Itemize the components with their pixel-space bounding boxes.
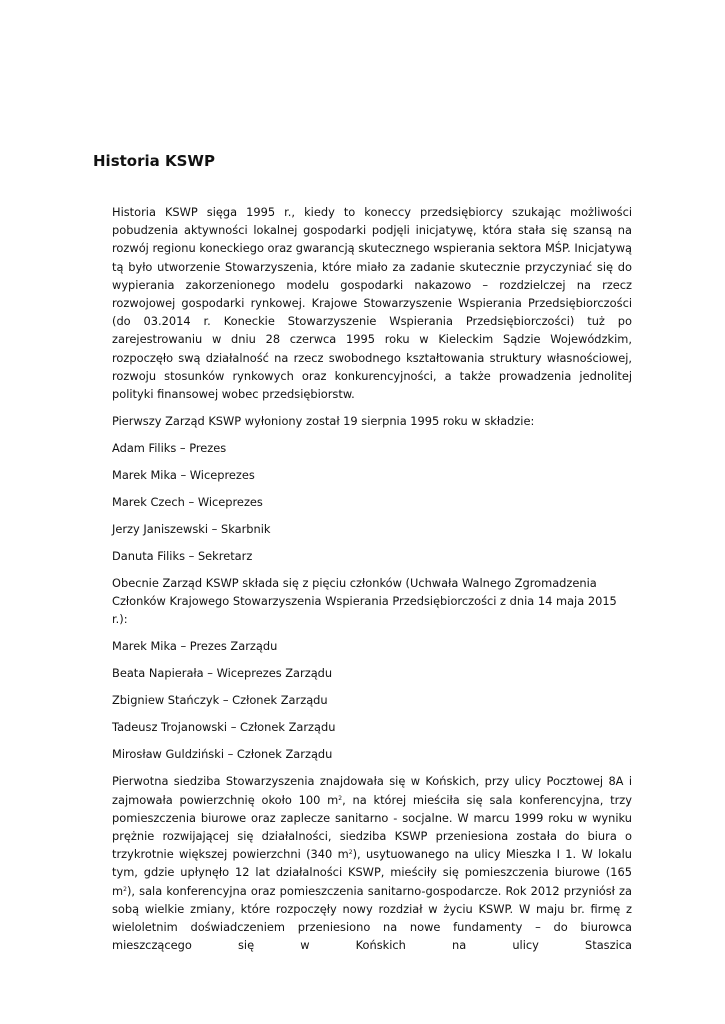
seat-history-paragraph <box>112 772 632 954</box>
current-board-member: Tadeusz Trojanowski – Członek Zarządu <box>112 720 336 735</box>
superscript: 2 <box>338 794 343 802</box>
first-board-member: Danuta Filiks – Sekretarz <box>112 549 253 564</box>
first-board-member: Marek Mika – Wiceprezes <box>112 468 255 483</box>
superscript: 2 <box>123 885 127 893</box>
intro-paragraph: Historia KSWP sięga 1995 r., kiedy to koneccy przedsiębiorcy szukając możliwości pobudzenia aktywności lokalnej gospodarki podjęli inicjatywę, która stała się szansą na rozwój regionu koneckiego oraz gwarancją skutecznego wspierania sektora MŚP. Inicjatywą tą było utworzenie Stowarzyszenia, które miało za zadanie skutecznie przyczyniać się do wypierania zakorzenionego modelu gospodarki nakazowo – rozdzielczej na rzecz rozwojowej gospodarki rynkowej. Krajowe Stowarzyszenie Wspierania Przedsiębiorczości (do 03.2014 r. Koneckie Stowarzyszenie Wspierania Przedsiębiorczości) tuż po zarejestrowaniu w dniu 28 czerwca 1995 roku w Kieleckim Sądzie Wojewódzkim, rozpoczęło swą działalność na rzecz swobodnego kształtowania struktury własnościowej, rozwoju stosunków rynkowych oraz konkurencyjności, a także prowadzenia jednolitej polityki finansowej wobec przedsiębiorstw. <box>112 205 632 402</box>
first-board-member: Adam Filiks – Prezes <box>112 441 227 456</box>
current-board-member: Marek Mika – Prezes Zarządu <box>112 639 278 654</box>
seat-history-part: Pierwotna siedziba Stowarzyszenia znajdowała się w Końskich, przy ulicy Pocztowej 8A i zajmowała powierzchnię około 100 m <box>112 774 632 807</box>
current-board-member: Mirosław Guldziński – Członek Zarządu <box>112 747 333 762</box>
document-body <box>112 203 632 963</box>
page-title: Historia KSWP <box>93 152 215 170</box>
seat-history-part: ), usytuowanego na ulicy Mieszka I 1. W lokalu tym, gdzie upłynęło 12 lat działalności KSWP, mieściły się pomieszczenia biurowe (165 m <box>112 847 632 898</box>
first-board-member: Jerzy Janiszewski – Skarbnik <box>112 522 271 537</box>
seat-history-part: , na której mieściła się sala konferencyjna, trzy pomieszczenia biurowe oraz zaplecze sanitarno - socjalne. W marcu 1999 roku w wyniku prężnie rozwijającej się działalności, siedziba KSWP przeniesiona została do biura o trzykrotnie większej powierzchni (340 m <box>112 792 632 862</box>
superscript: 2 <box>348 849 353 857</box>
current-board-member: Beata Napierała – Wiceprezes Zarządu <box>112 666 333 681</box>
first-board-intro: Pierwszy Zarząd KSWP wyłoniony został 19 sierpnia 1995 roku w składzie: <box>112 414 535 429</box>
seat-history-part: ), sala konferencyjna oraz pomieszczenia sanitarno-gospodarcze. Rok 2012 przyniósł za sobą wielkie zmiany, które rozpoczęły nowy rozdział w życiu KSWP. W maju br. firmę z wieloletnim doświadczeniem przeniesiono na nowe fundamenty – do biurowca mieszczącego się w Końskich na ulicy Staszica <box>112 883 632 953</box>
first-board-member: Marek Czech – Wiceprezes <box>112 495 263 510</box>
current-board-intro: Obecnie Zarząd KSWP składa się z pięciu członków (Uchwała Walnego Zgromadzenia Członków Krajowego Stowarzyszenia Wspierania Przedsiębiorczości z dnia 14 maja 2015 r.): <box>112 576 617 627</box>
current-board-member: Zbigniew Stańczyk – Członek Zarządu <box>112 693 328 708</box>
